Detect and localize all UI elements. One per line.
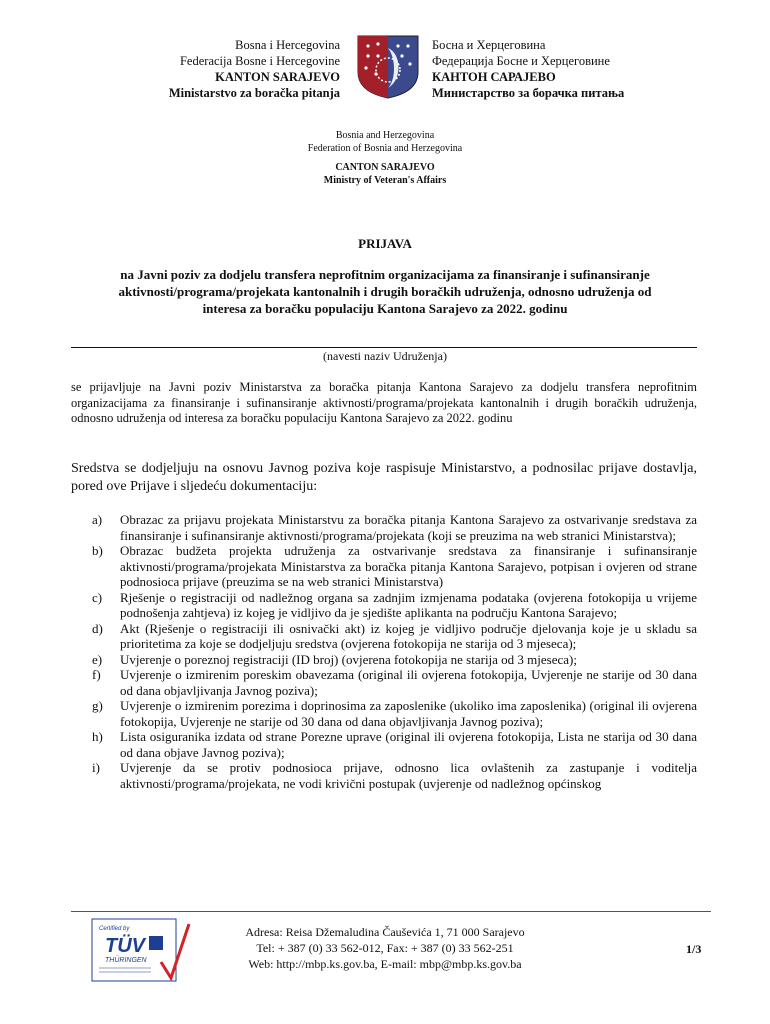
tuv-brand-text: TÜV bbox=[105, 935, 145, 957]
header-center-canton bbox=[0, 161, 770, 187]
header-left-line-3: KANTON SARAJEVO bbox=[215, 70, 340, 84]
document-subtitle: na Javni poziv za dodjelu transfera neprofitnim organizacijama za finansiranje i sufinansiranje aktivnosti/programa/projekata kantonalnih i drugih boračkih udruženja, odnosno udruženja od interesa za boračku populaciju Kantona Sarajevo za 2022. godinu bbox=[118, 267, 652, 316]
list-item: b) Obrazac budžeta projekta udruženja za ostvarivanje sredstava za finansiranje i sufinansiranje aktivnosti/programa/projekata Ministarstva za boračka pitanja Kantona Sarajevo, potpisan i ovjeren od strane podnosioca prijave (preuzima se na web stranici Ministarstva) bbox=[92, 543, 697, 589]
header-center-line-2: Federation of Bosnia and Herzegovina bbox=[307, 143, 463, 154]
documentation-list bbox=[92, 512, 697, 791]
header-right-line-3: КАНТОН САРАЈЕВО bbox=[432, 70, 556, 84]
header-right-line-2: Федерација Босне и Херцеговине bbox=[432, 54, 610, 68]
header-left-line-1: Bosna i Hercegovina bbox=[235, 38, 340, 52]
footer-contact bbox=[200, 924, 570, 972]
header-right bbox=[432, 37, 692, 101]
header-center-line-3: CANTON SARAJEVO bbox=[335, 162, 435, 173]
tuv-certified-text: Certified by bbox=[99, 926, 130, 932]
header-left-line-2: Federacija Bosne i Hercegovine bbox=[179, 54, 340, 68]
tuv-sub-text: THÜRINGEN bbox=[105, 957, 147, 964]
list-item: i) Uvjerenje da se protiv podnosioca prijave, odnosno lica ovlaštenih za zastupanje i voditelja aktivnosti/programa/projekata, ne vodi krivični postupak (uvjerenje od nadležnog općinskog bbox=[92, 760, 697, 791]
list-item: e) Uvjerenje o poreznoj registraciji (ID broj) (ovjerena fotokopija ne starija od 3 mjeseca); bbox=[92, 651, 577, 667]
header-center-line-1: Bosnia and Herzegovina bbox=[335, 130, 435, 141]
footer-phone: Tel: + 387 (0) 33 562-012, Fax: + 387 (0) 33 562-251 bbox=[256, 941, 514, 955]
list-item: d) Akt (Rješenje o registraciji ili osnivački akt) iz kojeg je vidljivo područje djelovanja koje je u skladu sa prioritetima za koje se dodjeljuju sredstva (ovjerena fotokopija ne starija od 3 mjeseca); bbox=[92, 620, 697, 651]
header-left-line-4: Ministarstvo za boračka pitanja bbox=[168, 86, 340, 100]
footer-address: Adresa: Reisa Džemaludina Čauševića 1, 71 000 Sarajevo bbox=[245, 925, 525, 939]
footer-web: Web: http://mbp.ks.gov.ba, E-mail: mbp@mbp.ks.gov.ba bbox=[248, 957, 522, 971]
tuv-certification-logo bbox=[91, 918, 191, 982]
association-name-label: (navesti naziv Udruženja) bbox=[323, 349, 447, 363]
header-right-line-4: Министарство за борачка питања bbox=[432, 86, 625, 100]
list-item: a) Obrazac za prijavu projekata Ministarstvu za boračka pitanja Kantona Sarajevo za ostvarivanje sredstava za finansiranje i sufinansiranje aktivnosti/programa/projekata (koji se preuzima na web stranici Ministarstva); bbox=[92, 512, 697, 543]
list-item: h) Lista osiguranika izdata od strane Porezne uprave (original ili ovjerena fotokopija, Lista ne starija od 30 dana od dana objave Javnog poziva); bbox=[92, 729, 697, 760]
footer-divider bbox=[71, 911, 711, 912]
header-right-line-1: Босна и Херцеговина bbox=[432, 38, 546, 52]
header-center-line-4: Ministry of Veteran's Affairs bbox=[323, 175, 447, 186]
document-title: PRIJAVA bbox=[358, 236, 412, 251]
documentation-paragraph: Sredstva se dodjeljuju na osnovu Javnog poziva koje raspisuje Ministarstvo, a podnosilac prijave dostavlja, pored ove Prijave i sljedeću dokumentaciju: bbox=[71, 461, 697, 494]
list-item: g) Uvjerenje o izmirenim porezima i doprinosima za zaposlenike (ukoliko ima zaposlenika) (original ili ovjerena fotokopija, Uvjerenje ne starije od 30 dana od dana objavljivanja Javnog poziva); bbox=[92, 698, 697, 729]
intro-paragraph: se prijavljuje na Javni poziv Ministarstva za boračka pitanja Kantona Sarajevo za dodjelu transfera neprofitnim organizacijama za finansiranje i sufinansiranje aktivnosti/programa/projekata kantonalnih i drugih boračkih udruženja, odnosno udruženja od interesa za boračku populaciju Kantona Sarajevo za 2022. godinu bbox=[71, 380, 697, 425]
canton-crest-logo bbox=[356, 34, 420, 100]
header-center-en bbox=[0, 129, 770, 155]
list-item: c) Rješenje o registraciji od nadležnog organa sa zadnjim izmjenama podataka (ovjerena fotokopija u vrijeme podnošenja zahtjeva) iz kojeg je vidljivo da je sjedište aplikanta na području Kantona Sarajevo; bbox=[92, 589, 697, 620]
page-number: 1/3 bbox=[686, 942, 702, 956]
association-name-line bbox=[71, 347, 697, 348]
header-left bbox=[100, 37, 340, 101]
list-item: f) Uvjerenje o izmirenim poreskim obavezama (original ili ovjerena fotokopija, Uvjerenje ne starije od 30 dana od dana objavljivanja Javnog poziva); bbox=[92, 667, 697, 698]
